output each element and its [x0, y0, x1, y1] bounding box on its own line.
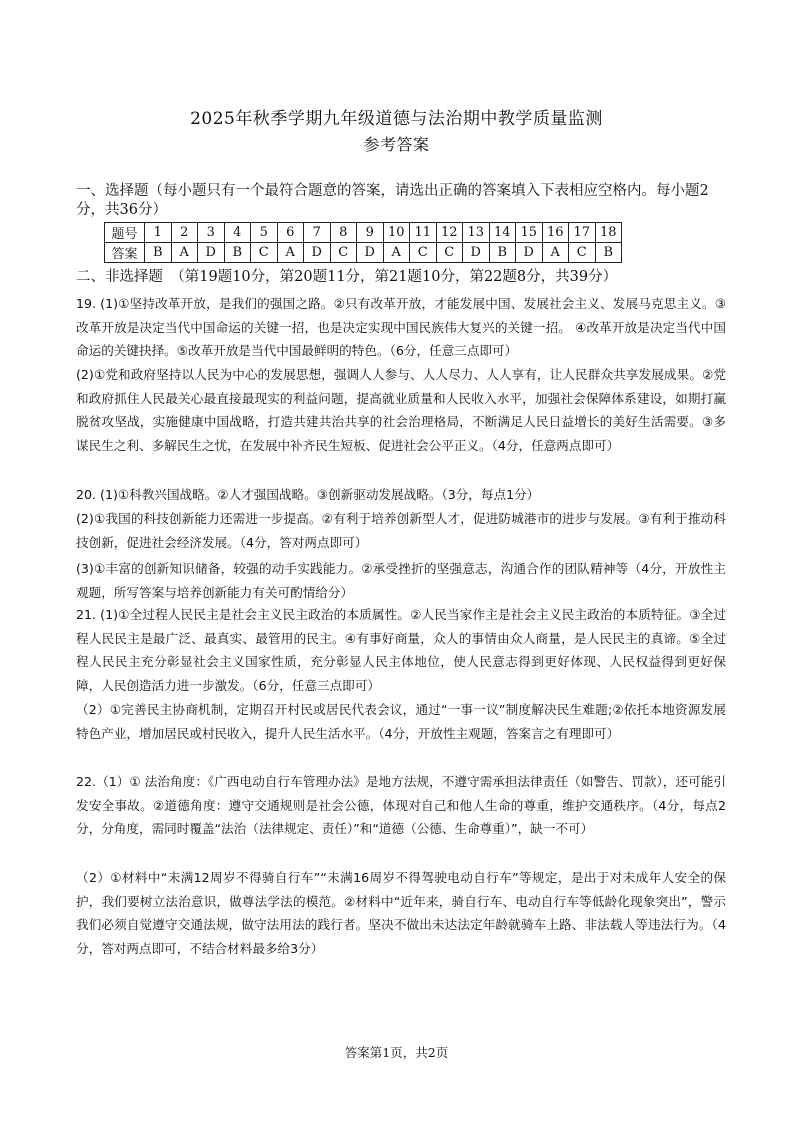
- question-number-cell: 4: [224, 223, 251, 243]
- answer-cell: A: [277, 243, 304, 263]
- answer-cell: C: [410, 243, 437, 263]
- section2-heading: 二、非选择题 （第19题10分，第20题11分，第21题10分，第22题8分，共39分）: [76, 269, 618, 285]
- answer-cell: B: [224, 243, 251, 263]
- answer-row: [105, 243, 622, 263]
- answer-19-1: 19. (1)①坚持改革开放，是我们的强国之路。②只有改革开放，才能发展中国、发展社会主义、发展马克思主义。③改革开放是决定当代中国命运的关键一招，也是决定实现中国民族伟大复兴的关键一招。 ④改革开放是决定当代中国命运的关键抉择。⑤改革开放是当代中国最鲜明的特色。（6分，任意三点即可）: [76, 296, 726, 359]
- question-number-cell: 9: [357, 223, 384, 243]
- answer-cell: D: [463, 243, 490, 263]
- answer-20-1: 20. (1)①科教兴国战略。②人才强国战略。③创新驱动发展战略。（3分，每点1分）: [76, 487, 540, 502]
- answer-cell: D: [516, 243, 543, 263]
- question-number-cell: 14: [489, 223, 516, 243]
- question-number-cell: 16: [542, 223, 569, 243]
- page-subtitle: 参考答案: [363, 135, 430, 154]
- answer-row-label: 答案: [105, 243, 145, 263]
- answer-21-1: 21. (1)①全过程人民民主是社会主义民主政治的本质属性。②人民当家作主是社会主义民主政治的本质特征。③全过程人民民主是最广泛、最真实、最管用的民主。④有事好商量，众人的事情由众人商量，是人民民主的真谛。⑤全过程人民民主充分彰显社会主义国家性质，充分彰显人民主体地位，使人民意志得到更好体现、人民权益得到更好保障，人民创造活力进一步激发。（6分，任意三点即可）: [76, 607, 726, 693]
- answer-cell: D: [198, 243, 225, 263]
- answer-20-2: (2)①我国的科技创新能力还需进一步提高。②有利于培养创新型人才，促进防城港市的进步与发展。③有利于推动科技创新，促进社会经济发展。（4分，答对两点即可）: [76, 511, 726, 550]
- question-number-cell: 15: [516, 223, 543, 243]
- question-number-cell: 18: [595, 223, 622, 243]
- answer-cell: B: [595, 243, 622, 263]
- answer-cell: C: [436, 243, 463, 263]
- question-number-row: [105, 223, 622, 243]
- question-number-cell: 8: [330, 223, 357, 243]
- question-number-cell: 10: [383, 223, 410, 243]
- answer-cell: D: [357, 243, 384, 263]
- answer-cell: D: [304, 243, 331, 263]
- question-number-cell: 5: [251, 223, 278, 243]
- answer-cell: C: [251, 243, 278, 263]
- answer-19-2: (2)①党和政府坚持以人民为中心的发展思想，强调人人参与、人人尽力、人人享有，让人民群众共享发展成果。②党和政府抓住人民最关心最直接最现实的利益问题，提高就业质量和人民收入水平，加强社会保障体系建设，如期打赢脱贫攻坚战，实施健康中国战略，打造共建共治共享的社会治理格局，不断满足人民日益增长的美好生活需要。③多谋民生之利、多解民生之忧，在发展中补齐民生短板、促进社会公平正义。（4分，任意两点即可）: [76, 367, 726, 453]
- page-footer: 答案第1页，共2页: [344, 1045, 449, 1060]
- question-number-cell: 7: [304, 223, 331, 243]
- answer-table: [104, 222, 622, 263]
- question-number-cell: 1: [145, 223, 172, 243]
- answer-22-1: 22.（1）① 法治角度：《广西电动自行车管理办法》是地方法规，不遵守需承担法律责任（如警告、罚款），还可能引发安全事故。②道德角度：遵守交通规则是社会公德，体现对自己和他人生命的尊重，维护交通秩序。（4分，每点2分，分角度，需同时覆盖“法治（法律规定、责任）”和“道德（公德、生命尊重）”，缺一不可）: [76, 774, 726, 837]
- question-row-label: 题号: [105, 223, 145, 243]
- question-number-cell: 6: [277, 223, 304, 243]
- answer-cell: B: [145, 243, 172, 263]
- answer-cell: C: [569, 243, 596, 263]
- page-title: 2025年秋季学期九年级道德与法治期中教学质量监测: [190, 109, 603, 129]
- answer-21-2: （2）①完善民主协商机制，定期召开村民或居民代表会议，通过“一事一议”制度解决民生难题;②依托本地资源发展特色产业，增加居民或村民收入，提升人民生活水平。（4分，开放性主观题，答案言之有理即可）: [76, 702, 726, 741]
- answer-cell: A: [383, 243, 410, 263]
- question-number-cell: 3: [198, 223, 225, 243]
- question-number-cell: 2: [171, 223, 198, 243]
- answer-cell: A: [542, 243, 569, 263]
- question-number-cell: 17: [569, 223, 596, 243]
- answer-cell: B: [489, 243, 516, 263]
- section1-heading: 一、选择题（每小题只有一个最符合题意的答案，请选出正确的答案填入下表相应空格内。每小题2分，共36分）: [76, 183, 709, 218]
- question-number-cell: 13: [463, 223, 490, 243]
- answer-cell: A: [171, 243, 198, 263]
- answer-cell: C: [330, 243, 357, 263]
- question-number-cell: 11: [410, 223, 437, 243]
- question-number-cell: 12: [436, 223, 463, 243]
- answer-22-2: （2）①材料中“未满12周岁不得骑自行车”“未满16周岁不得驾驶电动自行车”等规定，是出于对未成年人安全的保护，我们要树立法治意识，做尊法学法的模范。②材料中“近年来，骑自行车、电动自行车等低龄化现象突出”，警示我们必须自觉遵守交通法规，做守法用法的践行者。坚决不做出未达法定年龄就骑车上路、非法载人等违法行为。（4分，答对两点即可，不结合材料最多给3分）: [76, 870, 726, 956]
- answer-20-3: (3)①丰富的创新知识储备，较强的动手实践能力。②承受挫折的坚强意志，沟通合作的团队精神等（4分，开放性主观题，所写答案与培养创新能力有关可酌情给分）: [76, 561, 726, 600]
